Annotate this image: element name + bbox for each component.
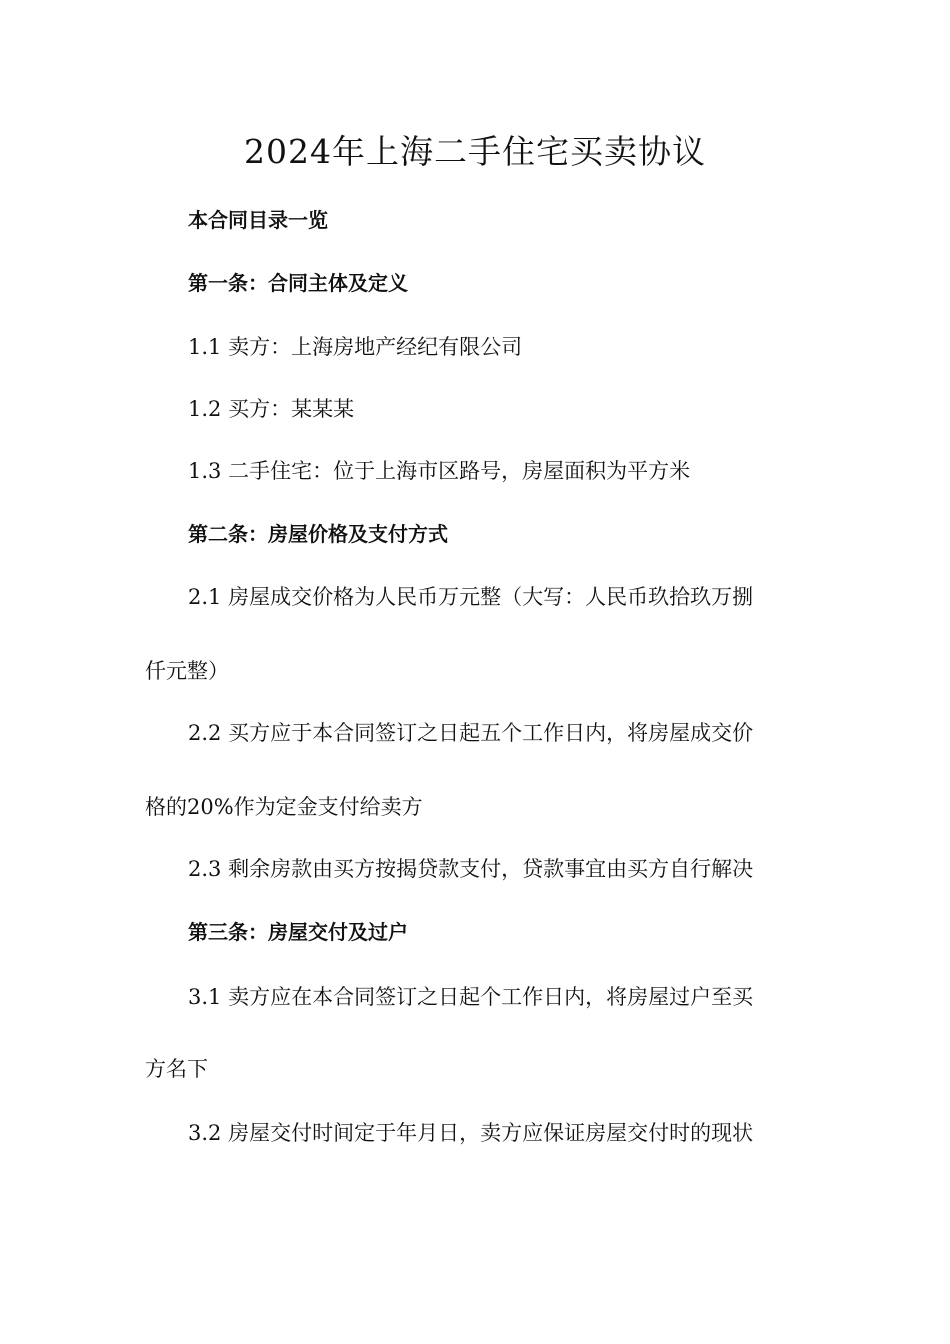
section-heading-3: 第三条：房屋交付及过户 bbox=[188, 920, 408, 944]
toc-heading: 本合同目录一览 bbox=[188, 208, 328, 232]
clause-2-2-line-2: 格的20%作为定金支付给卖方 bbox=[145, 795, 423, 819]
clause-2-1-line-1: 2.1 房屋成交价格为人民币万元整（大写：人民币玖拾玖万捌 bbox=[188, 585, 754, 609]
document-title: 2024年上海二手住宅买卖协议 bbox=[244, 132, 706, 171]
clause-3-1-line-1: 3.1 卖方应在本合同签订之日起个工作日内，将房屋过户至买 bbox=[188, 985, 754, 1009]
section-heading-1: 第一条：合同主体及定义 bbox=[188, 271, 408, 295]
clause-2-1-line-2: 仟元整） bbox=[145, 659, 229, 683]
section-heading-2: 第二条：房屋价格及支付方式 bbox=[188, 522, 448, 546]
clause-3-2: 3.2 房屋交付时间定于年月日，卖方应保证房屋交付时的现状 bbox=[188, 1121, 754, 1145]
clause-2-3: 2.3 剩余房款由买方按揭贷款支付，贷款事宜由买方自行解决 bbox=[188, 857, 754, 881]
clause-1-2: 1.2 买方：某某某 bbox=[188, 397, 355, 421]
clause-3-1-line-2: 方名下 bbox=[145, 1057, 208, 1081]
clause-1-1: 1.1 卖方：上海房地产经纪有限公司 bbox=[188, 335, 523, 359]
clause-1-3: 1.3 二手住宅：位于上海市区路号，房屋面积为平方米 bbox=[188, 459, 691, 483]
clause-2-2-line-1: 2.2 买方应于本合同签订之日起五个工作日内，将房屋成交价 bbox=[188, 721, 754, 745]
